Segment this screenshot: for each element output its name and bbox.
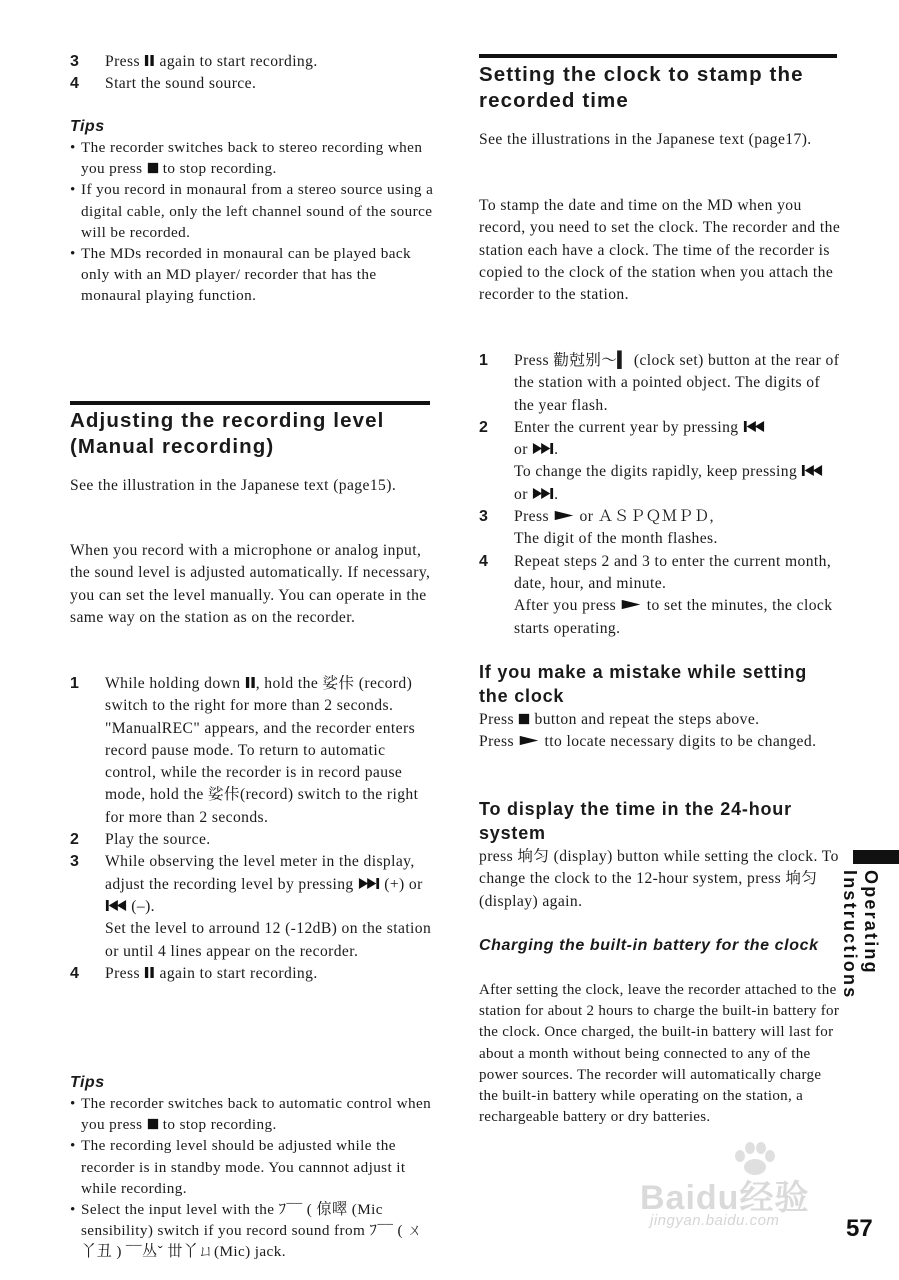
tip-item: • If you record in monaural from a stereo source using a digital cable, only the left channel sound of the source will be recorded. [70,181,434,241]
side-tab-marker [853,850,899,864]
see-illustration-text: See the illustrations in the Japanese text (page17). [479,131,812,148]
tip-item: • The recording level should be adjusted while the recorder is in standby mode. You cannnot adjust it while recording. [70,1137,406,1197]
step-number: 4 [70,75,80,93]
section-heading-clock: Setting the clock to stamp the recorded time [479,63,804,112]
section-rule [70,401,430,405]
step-number: 1 [479,352,489,369]
step-number: 1 [70,675,80,692]
side-tab-label: Operating Instructions [840,870,881,1000]
step-1: 1 While holding down , hold the 娑佧 (record) switch to the right for more than 2 seconds. "ManualREC" appears, and the recorder enters record pause mode. To return to automatic control, while the recorder is in record pause mode, hold the 娑佧(record) switch to the right for more than 2 seconds. [70,675,419,826]
recording-level-steps [70,673,435,985]
tip-item: • Select the input level with the ﾌ¯¯ ( 倞噿 (Mic sensibility) switch if you record sound from ﾌ¯¯ ( ㄨ丫丑 ) ¯¯丛ˇ 丗丫ㄩ(Mic) jack. [70,1201,423,1261]
tips-heading: Tips [70,118,105,135]
clock-steps [479,350,841,640]
watermark-brand: Baidu经验 [640,1179,810,1217]
prev-icon [801,464,823,477]
step-1: 1 Press 勸尅别〜▍ (clock set) button at the rear of the station with a pointed object. The digits of the year flash. [479,352,840,414]
page-number: 57 [846,1215,873,1242]
section-rule [479,54,837,58]
pause-icon [144,966,155,979]
mistake-heading: If you make a mistake while setting the clock [479,662,808,706]
step-4: 4 Repeat steps 2 and 3 to enter the current month, date, hour, and minute. After you press to set the minutes, the clock starts operating. [479,552,833,637]
next-icon [358,877,380,890]
tips-block-2 [70,1074,435,1263]
display-24h-heading: To display the time in the 24-hour system [479,799,792,843]
step-number: 2 [70,831,80,849]
prev-icon [743,420,765,433]
top-steps [70,51,435,96]
step-number: 3 [70,853,80,871]
step-number: 2 [479,418,489,436]
pause-icon [144,54,155,67]
play-icon [553,509,575,522]
step-3-continued: 3 Press again to start recording. [70,51,435,73]
see-illustration-text: See the illustration in the Japanese text (page15). [70,477,397,494]
step-number: 3 [70,53,80,70]
next-icon [532,442,554,455]
prev-icon [105,899,127,912]
watermark-url: jingyan.baidu.com [650,1212,780,1229]
stop-icon [147,1118,159,1130]
tips-heading: Tips [70,1074,105,1091]
display-24h-text: press 垧匀 (display) button while setting the clock. To change the clock to the 12-hour system, press 垧匀 (display) again. [479,848,839,910]
pause-icon [245,676,256,689]
clock-intro-paragraph: To stamp the date and time on the MD when you record, you need to set the clock. The recorder and the station each have a clock. The time of the recorder is copied to the clock of the station when you attach the recorder to the station. [479,197,841,304]
stop-icon [518,713,530,725]
step-2: 2 Play the source. [70,829,435,851]
step-4-continued: 4 Start the sound source. [70,73,435,95]
baidu-watermark [634,1142,844,1242]
tip-item: • The recorder switches back to stereo recording when you press to stop recording. [70,139,423,178]
play-icon [518,734,540,747]
tip-item: • The MDs recorded in monaural can be played back only with an MD player/ recorder that has the monaural playing function. [70,245,412,305]
battery-text: After setting the clock, leave the recorder attached to the station for about 2 hours to charge the built-in battery for the clock. Once charged, the built-in battery will last for about a month without being connected to any of the power sources. The recorder will automatically charge the built-in battery while operating on the station, a rechargeable battery or dry batteries. [479,982,840,1126]
next-icon [532,487,554,500]
intro-paragraph: When you record with a microphone or analog input, the sound level is adjusted automatically. If necessary, you can set the level manually. You can operate in the same way on the station as on the recorder. [70,542,431,626]
step-4: 4 Press again to start recording. [70,963,435,985]
stop-icon [147,162,159,174]
battery-heading: Charging the built-in battery for the clock [479,937,819,954]
tips-block-1 [70,118,435,307]
section-heading-recording-level: Adjusting the recording level (Manual recording) [70,409,385,458]
step-number: 4 [479,552,489,570]
mistake-paragraph: Press button and repeat the steps above. Press tto locate necessary digits to be changed. [479,711,817,751]
play-icon [620,598,642,611]
step-2: 2 Enter the current year by pressing or . To change the digits rapidly, keep pressing or . [479,417,841,506]
step-number: 3 [479,508,489,526]
tip-item: • The recorder switches back to automatic control when you press to stop recording. [70,1095,432,1134]
step-number: 4 [70,964,80,982]
step-3: 3 Press or ＡＳＰＱＭＰＤ, The digit of the month flashes. [479,508,718,548]
step-3: 3 While observing the level meter in the display, adjust the recording level by pressing (+) or (–). Set the level to arround 12 (-12dB) on the station or until 4 lines appear on the recorder. [70,853,432,960]
